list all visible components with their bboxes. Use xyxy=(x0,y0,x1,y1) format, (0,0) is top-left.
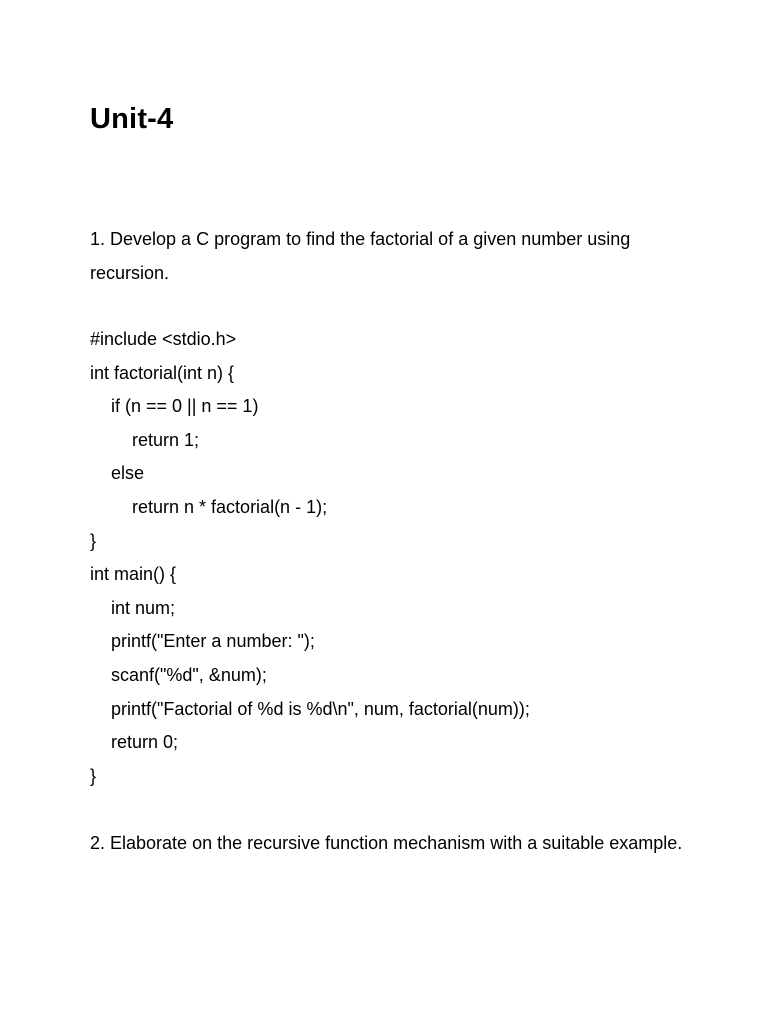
code-line: } xyxy=(90,765,97,786)
code-line: } xyxy=(90,530,97,551)
code-line: else xyxy=(111,463,145,484)
code-line: #include <stdio.h> xyxy=(90,329,237,349)
code-line: return 1; xyxy=(132,429,200,450)
question-1: 1. Develop a C program to find the factorial of a given number using recursion. xyxy=(90,229,631,283)
code-line: scanf("%d", &num); xyxy=(111,664,267,685)
code-line: int num; xyxy=(111,597,176,618)
code-line: return 0; xyxy=(111,732,179,753)
code-block xyxy=(90,323,530,793)
code-line: int factorial(int n) { xyxy=(90,362,235,383)
page-title: Unit-4 xyxy=(90,103,174,135)
code-line: if (n == 0 || n == 1) xyxy=(111,396,259,417)
code-line: int main() { xyxy=(90,564,177,585)
code-line: printf("Enter a number: "); xyxy=(111,631,315,652)
code-line: return n * factorial(n - 1); xyxy=(132,496,328,517)
question-2: 2. Elaborate on the recursive function mechanism with a suitable example. xyxy=(90,833,683,853)
code-line: printf("Factorial of %d is %d\n", num, factorial(num)); xyxy=(111,698,530,719)
